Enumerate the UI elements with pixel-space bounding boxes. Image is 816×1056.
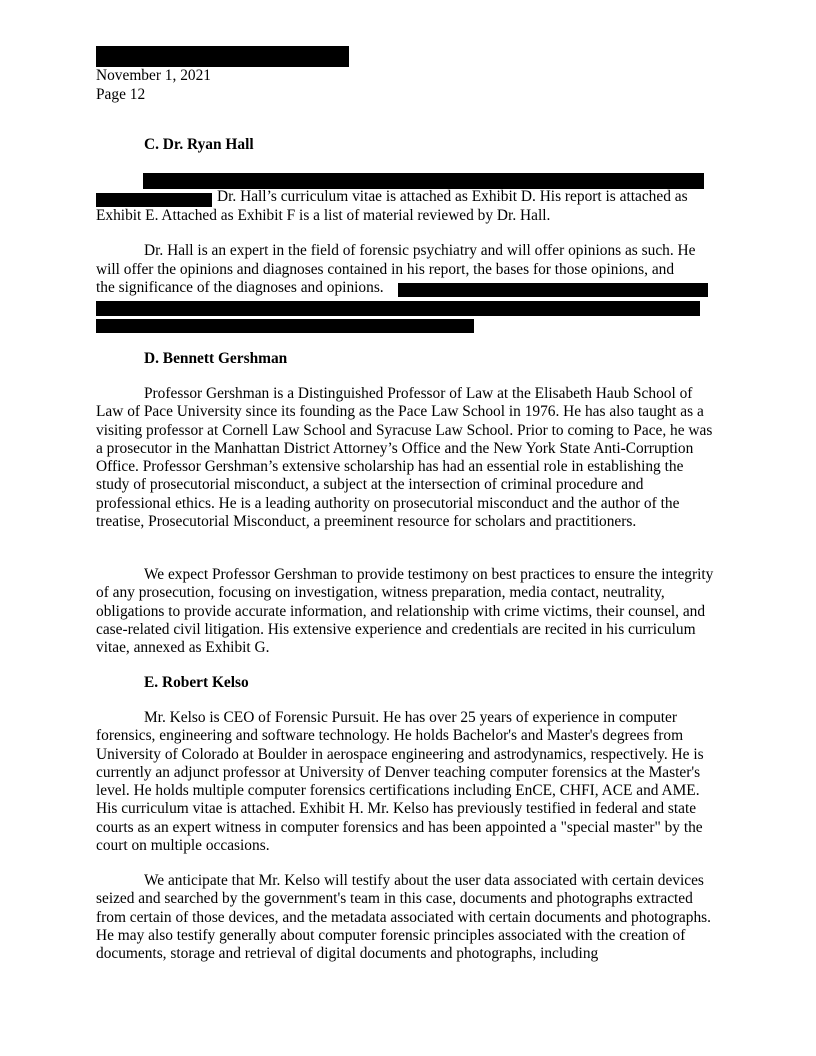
paragraph-line: the significance of the diagnoses and opinions. xyxy=(96,279,384,296)
redaction-bar xyxy=(96,319,474,333)
redaction-bar xyxy=(143,173,704,189)
redaction-bar xyxy=(96,46,349,67)
paragraph-line: Exhibit E. Attached as Exhibit F is a list of material reviewed by Dr. Hall. xyxy=(96,207,551,224)
section-heading-c: C. Dr. Ryan Hall xyxy=(144,136,254,153)
paragraph-kelso-testimony: We anticipate that Mr. Kelso will testify about the user data associated with certain devices seized and searched by the government's team in this case, documents and photographs extracted from certain of those devices, and the metadata associated with certain documents and photographs. He may also testify generally about computer forensic principles associated with the creation of documents, storage and retrieval of digital documents and photographs, including xyxy=(96,872,711,963)
paragraph-line: will offer the opinions and diagnoses contained in his report, the bases for those opinions, and xyxy=(96,261,675,278)
redaction-bar xyxy=(96,301,700,316)
document-page xyxy=(96,0,720,1056)
section-heading-d: D. Bennett Gershman xyxy=(144,350,288,367)
redaction-bar xyxy=(96,193,212,207)
paragraph-gershman-background: Professor Gershman is a Distinguished Professor of Law at the Elisabeth Haub School of Law of Pace University since its founding as the Pace Law School in 1976. He has also taught as a visiting professor at Cornell Law School and Syracuse Law School. Prior to coming to Pace, he was a prosecutor in the Manhattan District Attorney’s Office and the New York State Anti-Corruption Office. Professor Gershman’s extensive scholarship has had an essential role in establishing the study of prosecutorial misconduct, a subject at the intersection of criminal procedure and professional ethics. He is a leading authority on prosecutorial misconduct and the author of the treatise, Prosecutorial Misconduct, a preeminent resource for scholars and practitioners. xyxy=(96,385,713,531)
redaction-bar xyxy=(398,283,708,297)
paragraph-line: Dr. Hall is an expert in the field of forensic psychiatry and will offer opinions as such. He xyxy=(144,242,696,259)
header-page-number: Page 12 xyxy=(96,86,146,103)
section-heading-e: E. Robert Kelso xyxy=(144,674,249,691)
paragraph-gershman-testimony: We expect Professor Gershman to provide testimony on best practices to ensure the integrity of any prosecution, focusing on investigation, witness preparation, media contact, neutrality, obligations to provide accurate information, and relationship with crime victims, their counsel, and case-related civil litigation. His extensive experience and credentials are recited in his curriculum vitae, annexed as Exhibit G. xyxy=(96,566,714,657)
paragraph-kelso-background: Mr. Kelso is CEO of Forensic Pursuit. He has over 25 years of experience in computer forensics, engineering and software technology. He holds Bachelor's and Master's degrees from University of Colorado at Boulder in aerospace engineering and astrodynamics, respectively. He is currently an adjunct professor at University of Denver teaching computer forensics at the Master's level. He holds multiple computer forensics certifications including EnCE, CHFI, ACE and AME. His curriculum vitae is attached. Exhibit H. Mr. Kelso has previously testified in federal and state courts as an expert witness in computer forensics and has been appointed a "special master" by the court on multiple occasions. xyxy=(96,709,704,855)
header-date: November 1, 2021 xyxy=(96,67,211,84)
paragraph-line: Dr. Hall’s curriculum vitae is attached as Exhibit D. His report is attached as xyxy=(217,188,688,205)
